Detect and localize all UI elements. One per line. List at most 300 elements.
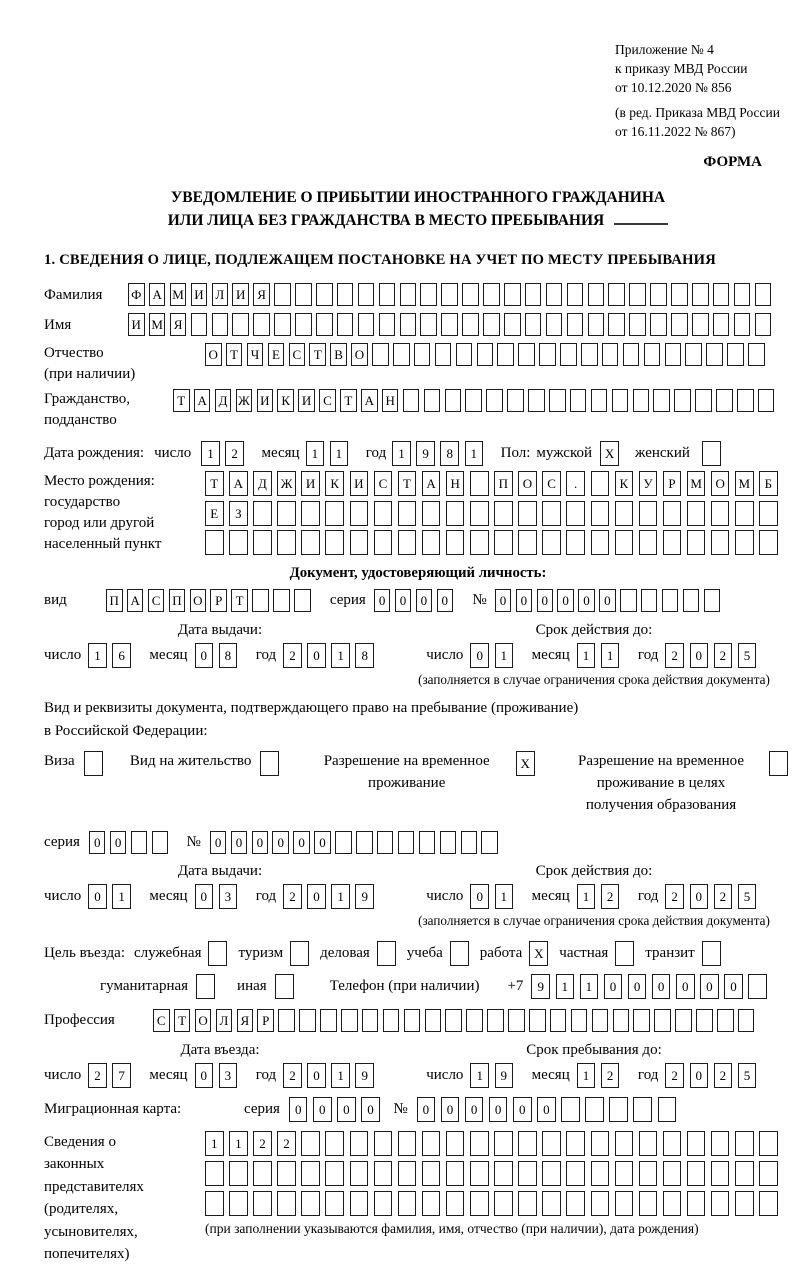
form-cell[interactable] — [446, 501, 465, 526]
form-cell[interactable]: 0 — [210, 831, 227, 854]
form-cell[interactable]: 8 — [440, 441, 459, 466]
form-cell[interactable] — [566, 1191, 585, 1216]
form-cell[interactable] — [650, 283, 667, 306]
form-cell[interactable] — [507, 389, 524, 412]
form-cell[interactable] — [727, 343, 744, 366]
form-cell[interactable]: 2 — [253, 1131, 272, 1156]
form-cell[interactable]: 1 — [331, 1063, 350, 1088]
expiry-month-cells[interactable] — [577, 643, 625, 668]
form-cell[interactable] — [571, 1009, 588, 1032]
form-cell[interactable] — [350, 1161, 369, 1186]
form-cell[interactable]: 0 — [700, 974, 719, 999]
representatives-row-3[interactable] — [205, 1191, 783, 1216]
form-cell[interactable] — [205, 1191, 224, 1216]
form-cell[interactable]: Р — [210, 589, 227, 612]
form-cell[interactable]: 0 — [465, 1097, 484, 1122]
form-cell[interactable]: 1 — [229, 1131, 248, 1156]
form-cell[interactable] — [546, 313, 563, 336]
form-cell[interactable] — [483, 313, 500, 336]
form-cell[interactable] — [481, 831, 498, 854]
form-cell[interactable] — [486, 389, 503, 412]
migration-number-cells[interactable] — [417, 1097, 682, 1122]
form-cell[interactable] — [420, 283, 437, 306]
form-cell[interactable]: 0 — [293, 831, 310, 854]
form-cell[interactable] — [608, 313, 625, 336]
form-cell[interactable]: Ж — [277, 471, 296, 496]
form-cell[interactable] — [191, 313, 208, 336]
form-cell[interactable]: 1 — [205, 1131, 224, 1156]
temp-residence-checkbox[interactable] — [516, 751, 535, 776]
form-cell[interactable] — [470, 1131, 489, 1156]
form-cell[interactable] — [404, 1009, 421, 1032]
form-cell[interactable] — [508, 1009, 525, 1032]
form-cell[interactable] — [440, 831, 457, 854]
residence-permit-checkbox[interactable] — [260, 751, 279, 776]
form-cell[interactable] — [398, 530, 417, 555]
form-cell[interactable] — [277, 530, 296, 555]
form-cell[interactable]: 0 — [337, 1097, 356, 1122]
form-cell[interactable] — [294, 589, 311, 612]
form-cell[interactable]: 0 — [231, 831, 248, 854]
form-cell[interactable]: Б — [759, 471, 778, 496]
form-cell[interactable] — [422, 1161, 441, 1186]
form-cell[interactable] — [702, 941, 721, 966]
form-cell[interactable]: К — [615, 471, 634, 496]
form-cell[interactable] — [253, 313, 270, 336]
form-cell[interactable] — [755, 313, 772, 336]
form-cell[interactable] — [687, 1161, 706, 1186]
form-cell[interactable] — [711, 1161, 730, 1186]
form-cell[interactable]: З — [229, 501, 248, 526]
form-cell[interactable]: 0 — [599, 589, 616, 612]
form-cell[interactable]: 0 — [416, 589, 433, 612]
form-cell[interactable] — [337, 283, 354, 306]
form-cell[interactable] — [470, 1191, 489, 1216]
form-cell[interactable]: О — [195, 1009, 212, 1032]
form-cell[interactable]: Е — [268, 343, 285, 366]
form-cell[interactable]: Т — [173, 389, 190, 412]
form-cell[interactable] — [518, 1191, 537, 1216]
form-cell[interactable] — [398, 1131, 417, 1156]
form-cell[interactable]: 1 — [580, 974, 599, 999]
form-cell[interactable]: Д — [253, 471, 272, 496]
form-cell[interactable] — [277, 1191, 296, 1216]
form-cell[interactable]: С — [319, 389, 336, 412]
form-cell[interactable]: Ч — [247, 343, 264, 366]
purpose-tourism-checkbox[interactable] — [290, 941, 309, 966]
form-cell[interactable] — [229, 1161, 248, 1186]
form-cell[interactable] — [445, 389, 462, 412]
form-cell[interactable] — [759, 1131, 778, 1156]
form-cell[interactable] — [494, 1191, 513, 1216]
form-cell[interactable] — [692, 313, 709, 336]
form-cell[interactable] — [612, 389, 629, 412]
form-cell[interactable] — [671, 283, 688, 306]
entry-month-cells[interactable] — [195, 1063, 243, 1088]
form-cell[interactable] — [644, 343, 661, 366]
residence-number-cells[interactable] — [210, 831, 502, 854]
form-cell[interactable]: 0 — [395, 589, 412, 612]
form-cell[interactable]: 0 — [690, 643, 709, 668]
form-cell[interactable] — [663, 1191, 682, 1216]
form-cell[interactable] — [641, 589, 658, 612]
form-cell[interactable] — [229, 1191, 248, 1216]
form-cell[interactable] — [446, 1131, 465, 1156]
form-cell[interactable] — [561, 1097, 580, 1122]
form-cell[interactable] — [566, 1161, 585, 1186]
form-cell[interactable]: 6 — [112, 643, 131, 668]
form-cell[interactable] — [301, 1131, 320, 1156]
form-cell[interactable] — [274, 283, 291, 306]
form-cell[interactable] — [711, 1131, 730, 1156]
form-cell[interactable] — [629, 283, 646, 306]
form-cell[interactable] — [316, 283, 333, 306]
form-cell[interactable] — [539, 343, 556, 366]
form-cell[interactable] — [229, 530, 248, 555]
form-cell[interactable] — [461, 831, 478, 854]
representatives-row-1[interactable] — [205, 1131, 783, 1156]
form-cell[interactable]: Я — [237, 1009, 254, 1032]
form-cell[interactable]: С — [153, 1009, 170, 1032]
form-cell[interactable] — [273, 589, 290, 612]
form-cell[interactable] — [748, 343, 765, 366]
form-cell[interactable]: 0 — [417, 1097, 436, 1122]
form-cell[interactable] — [711, 530, 730, 555]
form-cell[interactable] — [650, 313, 667, 336]
form-cell[interactable]: 0 — [195, 1063, 214, 1088]
issue-year-cells[interactable] — [283, 643, 379, 668]
form-cell[interactable] — [301, 1191, 320, 1216]
form-cell[interactable] — [696, 1009, 713, 1032]
form-cell[interactable] — [398, 501, 417, 526]
form-cell[interactable] — [542, 1131, 561, 1156]
form-cell[interactable] — [748, 974, 767, 999]
form-cell[interactable] — [663, 501, 682, 526]
form-cell[interactable] — [232, 313, 249, 336]
form-cell[interactable]: 7 — [112, 1063, 131, 1088]
form-cell[interactable]: 9 — [495, 1063, 514, 1088]
form-cell[interactable]: 0 — [307, 643, 326, 668]
form-cell[interactable] — [465, 389, 482, 412]
form-cell[interactable] — [325, 1131, 344, 1156]
form-cell[interactable] — [654, 1009, 671, 1032]
migration-series-cells[interactable] — [289, 1097, 385, 1122]
form-cell[interactable] — [362, 1009, 379, 1032]
form-cell[interactable] — [566, 1131, 585, 1156]
form-cell[interactable]: Н — [446, 471, 465, 496]
form-cell[interactable] — [687, 1131, 706, 1156]
form-cell[interactable] — [446, 1191, 465, 1216]
form-cell[interactable] — [441, 313, 458, 336]
form-cell[interactable] — [713, 313, 730, 336]
form-cell[interactable] — [663, 1161, 682, 1186]
form-cell[interactable]: 0 — [195, 643, 214, 668]
form-cell[interactable]: 2 — [283, 1063, 302, 1088]
form-cell[interactable] — [374, 1131, 393, 1156]
form-cell[interactable]: К — [325, 471, 344, 496]
form-cell[interactable]: О — [190, 589, 207, 612]
form-cell[interactable] — [450, 941, 469, 966]
form-cell[interactable]: И — [191, 283, 208, 306]
form-cell[interactable]: 1 — [330, 441, 349, 466]
form-cell[interactable] — [325, 501, 344, 526]
form-cell[interactable] — [483, 283, 500, 306]
expiry-year-cells[interactable] — [665, 643, 761, 668]
form-cell[interactable]: П — [169, 589, 186, 612]
form-cell[interactable]: Ф — [128, 283, 145, 306]
temp-residence-education-checkbox[interactable] — [769, 751, 788, 776]
form-cell[interactable]: Т — [309, 343, 326, 366]
form-cell[interactable]: 3 — [219, 1063, 238, 1088]
form-cell[interactable]: 0 — [289, 1097, 308, 1122]
phone-cells[interactable] — [531, 974, 772, 999]
form-cell[interactable]: 2 — [225, 441, 244, 466]
form-cell[interactable] — [356, 831, 373, 854]
form-cell[interactable] — [253, 530, 272, 555]
form-cell[interactable] — [487, 1009, 504, 1032]
form-cell[interactable] — [711, 1191, 730, 1216]
form-cell[interactable]: Я — [253, 283, 270, 306]
form-cell[interactable] — [581, 343, 598, 366]
form-cell[interactable] — [592, 1009, 609, 1032]
form-cell[interactable] — [422, 530, 441, 555]
form-cell[interactable] — [325, 530, 344, 555]
form-cell[interactable] — [205, 530, 224, 555]
form-cell[interactable] — [518, 1161, 537, 1186]
form-cell[interactable] — [713, 283, 730, 306]
form-cell[interactable] — [769, 751, 788, 776]
form-cell[interactable]: 0 — [110, 831, 127, 854]
form-cell[interactable] — [633, 1097, 652, 1122]
form-cell[interactable]: 1 — [201, 441, 220, 466]
residence-issue-year-cells[interactable] — [283, 884, 379, 909]
form-cell[interactable]: X — [600, 441, 619, 466]
form-cell[interactable]: 1 — [88, 643, 107, 668]
issue-day-cells[interactable] — [88, 643, 136, 668]
form-cell[interactable] — [675, 1009, 692, 1032]
form-cell[interactable]: С — [289, 343, 306, 366]
form-cell[interactable]: А — [229, 471, 248, 496]
form-cell[interactable]: 0 — [495, 589, 512, 612]
form-cell[interactable]: 0 — [676, 974, 695, 999]
form-cell[interactable]: Т — [340, 389, 357, 412]
form-cell[interactable] — [735, 501, 754, 526]
form-cell[interactable] — [591, 471, 610, 496]
form-cell[interactable] — [542, 501, 561, 526]
form-cell[interactable]: 0 — [441, 1097, 460, 1122]
form-cell[interactable]: 2 — [601, 884, 620, 909]
form-cell[interactable]: А — [127, 589, 144, 612]
form-cell[interactable]: 1 — [331, 643, 350, 668]
form-cell[interactable]: О — [518, 471, 537, 496]
form-cell[interactable]: 0 — [195, 884, 214, 909]
stay-until-month-cells[interactable] — [577, 1063, 625, 1088]
form-cell[interactable] — [706, 343, 723, 366]
form-cell[interactable] — [518, 1131, 537, 1156]
form-cell[interactable]: 0 — [604, 974, 623, 999]
form-cell[interactable]: Т — [226, 343, 243, 366]
form-cell[interactable] — [377, 941, 396, 966]
form-cell[interactable] — [591, 1131, 610, 1156]
form-cell[interactable]: 0 — [537, 589, 554, 612]
form-cell[interactable]: 1 — [112, 884, 131, 909]
form-cell[interactable] — [275, 974, 294, 999]
form-cell[interactable] — [695, 389, 712, 412]
form-cell[interactable]: И — [350, 471, 369, 496]
form-cell[interactable] — [653, 389, 670, 412]
form-cell[interactable] — [639, 501, 658, 526]
form-cell[interactable] — [518, 501, 537, 526]
form-cell[interactable] — [445, 1009, 462, 1032]
form-cell[interactable] — [504, 283, 521, 306]
form-cell[interactable] — [299, 1009, 316, 1032]
form-cell[interactable] — [591, 530, 610, 555]
form-cell[interactable]: 1 — [331, 884, 350, 909]
form-cell[interactable] — [735, 530, 754, 555]
form-cell[interactable] — [205, 1161, 224, 1186]
form-cell[interactable]: 9 — [416, 441, 435, 466]
form-cell[interactable] — [295, 313, 312, 336]
form-cell[interactable] — [613, 1009, 630, 1032]
form-cell[interactable] — [615, 941, 634, 966]
residence-expiry-year-cells[interactable] — [665, 884, 761, 909]
form-cell[interactable] — [212, 313, 229, 336]
form-cell[interactable] — [377, 831, 394, 854]
visa-checkbox[interactable] — [84, 751, 103, 776]
form-cell[interactable] — [374, 530, 393, 555]
form-cell[interactable] — [374, 501, 393, 526]
residence-issue-month-cells[interactable] — [195, 884, 243, 909]
form-cell[interactable] — [350, 1131, 369, 1156]
form-cell[interactable]: 0 — [578, 589, 595, 612]
form-cell[interactable]: 1 — [495, 643, 514, 668]
form-cell[interactable] — [734, 313, 751, 336]
form-cell[interactable] — [665, 343, 682, 366]
form-cell[interactable] — [633, 1009, 650, 1032]
residence-expiry-day-cells[interactable] — [470, 884, 518, 909]
form-cell[interactable] — [425, 1009, 442, 1032]
entry-day-cells[interactable] — [88, 1063, 136, 1088]
citizenship-cells[interactable] — [173, 389, 779, 412]
form-cell[interactable] — [702, 441, 721, 466]
form-cell[interactable] — [639, 530, 658, 555]
form-cell[interactable] — [566, 530, 585, 555]
form-cell[interactable] — [277, 1161, 296, 1186]
sex-female-checkbox[interactable] — [702, 441, 721, 466]
form-cell[interactable]: О — [351, 343, 368, 366]
surname-cells[interactable] — [128, 283, 776, 306]
form-cell[interactable]: 0 — [361, 1097, 380, 1122]
form-cell[interactable] — [759, 1161, 778, 1186]
form-cell[interactable] — [422, 1131, 441, 1156]
form-cell[interactable] — [711, 501, 730, 526]
form-cell[interactable] — [662, 589, 679, 612]
form-cell[interactable] — [316, 313, 333, 336]
form-cell[interactable] — [301, 1161, 320, 1186]
form-cell[interactable] — [466, 1009, 483, 1032]
form-cell[interactable]: В — [330, 343, 347, 366]
form-cell[interactable]: 0 — [724, 974, 743, 999]
form-cell[interactable] — [542, 530, 561, 555]
form-cell[interactable] — [658, 1097, 677, 1122]
form-cell[interactable] — [277, 501, 296, 526]
form-cell[interactable]: 9 — [531, 974, 550, 999]
form-cell[interactable] — [470, 1161, 489, 1186]
form-cell[interactable]: Л — [212, 283, 229, 306]
form-cell[interactable] — [737, 389, 754, 412]
patronymic-cells[interactable] — [205, 343, 769, 366]
purpose-study-checkbox[interactable] — [450, 941, 469, 966]
form-cell[interactable] — [633, 389, 650, 412]
form-cell[interactable]: Т — [205, 471, 224, 496]
form-cell[interactable] — [341, 1009, 358, 1032]
form-cell[interactable]: . — [566, 471, 585, 496]
form-cell[interactable] — [615, 1131, 634, 1156]
form-cell[interactable] — [446, 1161, 465, 1186]
birth-year-cells[interactable] — [392, 441, 488, 466]
form-cell[interactable] — [196, 974, 215, 999]
form-cell[interactable] — [301, 501, 320, 526]
form-cell[interactable]: 0 — [307, 884, 326, 909]
form-cell[interactable] — [717, 1009, 734, 1032]
birth-day-cells[interactable] — [201, 441, 249, 466]
form-cell[interactable]: 2 — [665, 643, 684, 668]
form-cell[interactable]: 8 — [219, 643, 238, 668]
form-cell[interactable] — [400, 313, 417, 336]
form-cell[interactable]: 0 — [470, 884, 489, 909]
form-cell[interactable]: 2 — [601, 1063, 620, 1088]
form-cell[interactable] — [525, 283, 542, 306]
entry-year-cells[interactable] — [283, 1063, 379, 1088]
form-cell[interactable]: 2 — [714, 643, 733, 668]
form-cell[interactable] — [372, 343, 389, 366]
form-cell[interactable]: Р — [257, 1009, 274, 1032]
doc-number-cells[interactable] — [495, 589, 725, 612]
form-cell[interactable] — [441, 283, 458, 306]
sex-male-checkbox[interactable] — [600, 441, 619, 466]
form-cell[interactable] — [588, 313, 605, 336]
form-cell[interactable] — [504, 313, 521, 336]
form-cell[interactable]: М — [687, 471, 706, 496]
form-cell[interactable]: С — [374, 471, 393, 496]
form-cell[interactable]: С — [542, 471, 561, 496]
form-cell[interactable] — [470, 501, 489, 526]
form-cell[interactable]: 2 — [277, 1131, 296, 1156]
form-cell[interactable]: 0 — [313, 1097, 332, 1122]
form-cell[interactable] — [414, 343, 431, 366]
form-cell[interactable]: 5 — [738, 884, 757, 909]
representatives-row-2[interactable] — [205, 1161, 783, 1186]
form-cell[interactable]: А — [422, 471, 441, 496]
form-cell[interactable]: 3 — [219, 884, 238, 909]
form-cell[interactable] — [446, 530, 465, 555]
form-cell[interactable] — [424, 389, 441, 412]
form-cell[interactable]: Т — [174, 1009, 191, 1032]
form-cell[interactable] — [335, 831, 352, 854]
form-cell[interactable] — [494, 501, 513, 526]
form-cell[interactable] — [615, 530, 634, 555]
form-cell[interactable]: 1 — [495, 884, 514, 909]
form-cell[interactable]: К — [277, 389, 294, 412]
residence-issue-day-cells[interactable] — [88, 884, 136, 909]
form-cell[interactable] — [374, 1161, 393, 1186]
form-cell[interactable] — [278, 1009, 295, 1032]
form-cell[interactable]: О — [711, 471, 730, 496]
doc-series-cells[interactable] — [374, 589, 458, 612]
form-cell[interactable] — [290, 941, 309, 966]
form-cell[interactable] — [687, 1191, 706, 1216]
form-cell[interactable]: 2 — [714, 1063, 733, 1088]
